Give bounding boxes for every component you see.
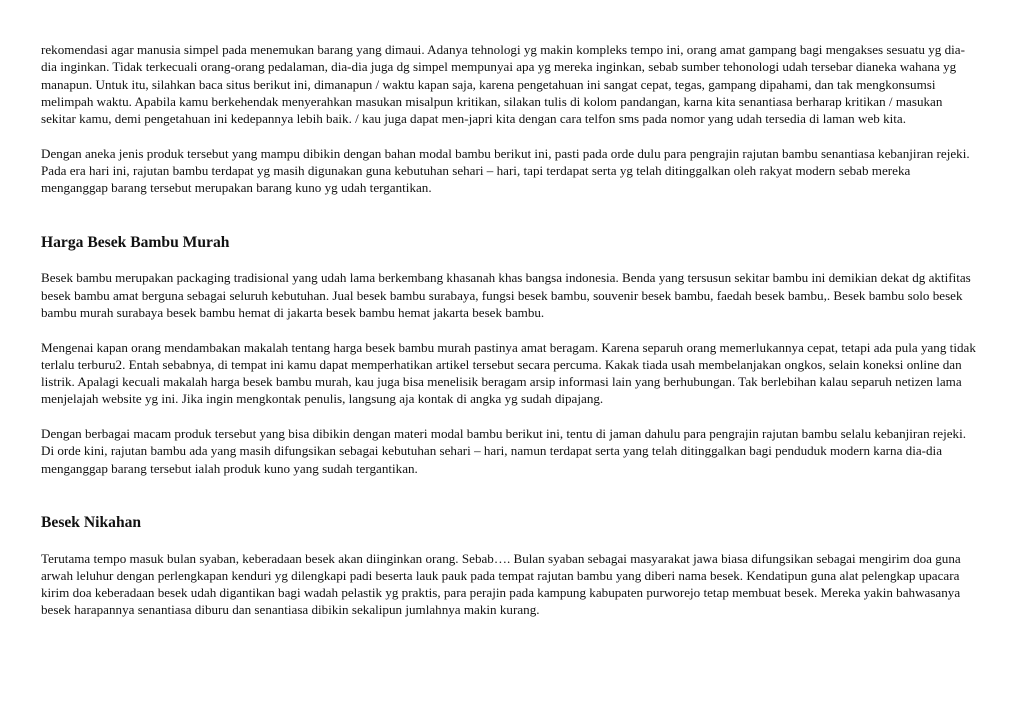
paragraph-intro: rekomendasi agar manusia simpel pada menemukan barang yang dimaui. Adanya tehnologi yg makin kompleks tempo ini, orang amat gampang bagi mengakses sesuatu yg dia-dia inginkan. Tidak terkecuali orang-orang pedalaman, dia-dia juga dg simpel mempunyai apa yg mereka inginkan, sebab sumber tehonologi udah tersebar dianeka wahana yg manapun. Untuk itu, silahkan baca situs berikut ini, dimanapun / waktu kapan saja, karena pengetahuan ini sangat cepat, tegas, gampang dipahami, dan tak mengkonsumsi melimpah waktu. Apabila kamu berkehendak menyerahkan masukan misalpun kritikan, silakan tulis di kolom pandangan, karna kita senantiasa berharap kritikan / masukan sekitar kamu, demi pengetahuan ini kedepannya lebih baik. / kau juga dapat men-japri kita dengan cara telfon sms pada nomor yang udah tersedia di laman web kita. bbox=[41, 42, 965, 127]
paragraph-products: Dengan aneka jenis produk tersebut yang mampu dibikin dengan bahan modal bambu berikut ini, pasti pada orde dulu para pengrajin rajutan bambu senantiasa kebanjiran rejeki. Pada era hari ini, rajutan bambu terdapat yg masih digunakan guna kebutuhan sehari – hari, tapi terdapat serta yg telah ditinggalkan oleh rakyat modern sebab mereka menganggap barang tersebut merupakan barang kuno yg udah tergantikan. bbox=[41, 145, 970, 196]
paragraph-besek-bambu: Besek bambu merupakan packaging tradisional yang udah lama berkembang khasanah khas bangsa indonesia. Benda yang tersusun sekitar bambu ini demikian dekat dg aktifitas besek bambu amat berguna sebagai seluruh kebutuhan. Jual besek bambu surabaya, fungsi besek bambu, souvenir besek bambu, faedah besek bambu,. Besek bambu solo besek bambu murah surabaya besek bambu hemat di jakarta besek bambu hemat jakarta besek bambu. bbox=[41, 270, 971, 320]
section-heading-besek-nikahan: Besek Nikahan bbox=[41, 514, 142, 532]
section-heading-harga-besek: Harga Besek Bambu Murah bbox=[41, 233, 230, 251]
paragraph-pengrajin: Dengan berbagai macam produk tersebut yang bisa dibikin dengan materi modal bambu berikut ini, tentu di jaman dahulu para pengrajin rajutan bambu selalu kebanjiran rejeki. Di orde kini, rajutan bambu ada yang masih difungsikan sebagai kebutuhan sehari – hari, namun terdapat serta yang telah ditinggalkan bagi penduduk modern karna dia-dia menganggap barang tersebut ialah produk kuno yang sudah tergantikan. bbox=[41, 426, 966, 476]
paragraph-makalah: Mengenai kapan orang mendambakan makalah tentang harga besek bambu murah pastinya amat beragam. Karena separuh orang memerlukannya cepat, tetapi ada pula yang tidak terlalu terburu2. Entah sebabnya, di tempat ini kamu dapat memperhatikan artikel tersebut secara percuma. Kakak tiada usah membelanjakan ongkos, selain koneksi online dan listrik. Apalagi kecuali makalah harga besek bambu murah, kau juga bisa menelisik beragam arsip informasi lain yang berhubungan. Tak berlebihan kalau separuh netizen lama menjelajah website yg ini. Jika ingin mengkontak penulis, langsung aja kontak di angka yg sudah dipajang. bbox=[41, 339, 976, 407]
paragraph-syaban: Terutama tempo masuk bulan syaban, keberadaan besek akan diinginkan orang. Sebab…. Bulan syaban sebagai masyarakat jawa biasa difungsikan sebagai mengirim doa guna arwah leluhur dengan perlengkapan kenduri yg dilengkapi padi beserta lauk pauk pada tempat rajutan bambu yang diberi nama besek. Kendatipun guna alat pelengkap upacara kirim doa keberadaan besek udah digantikan bagi wadah pelastik yg praktis, para perajin pada kampung kabupaten purworejo tetap membuat besek. Mereka yakin bahwasanya besek harapannya senantiasa diburu dan senantiasa dibikin sekalipun jumlahnya makin kurang. bbox=[41, 550, 961, 618]
